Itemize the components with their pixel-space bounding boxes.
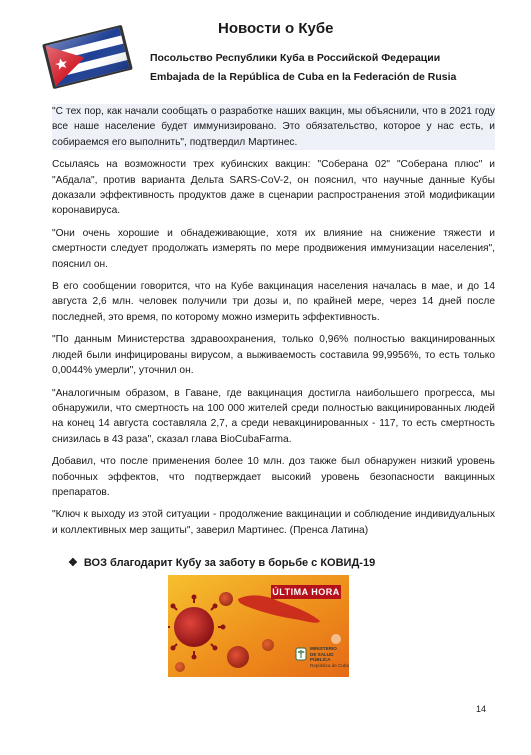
- paragraph: "По данным Министерства здравоохранения, только 0,96% полностью вакцинированных людей были инфицированы вирусом, а выживаемость составила 99,9956%, то есть только 0,0044% умерли", уточнил он.: [52, 334, 495, 377]
- embassy-name-es: Embajada de la República de Cuba en la Federación de Rusia: [150, 71, 457, 83]
- ministry-line-3: República de Cuba: [310, 662, 349, 668]
- paragraph: "Ключ к выходу из этой ситуации - продолжение вакцинации и соблюдение индивидуальных и коллективных мер защиты", заверил Мартинес. (Пренса Латина): [52, 509, 495, 536]
- page-title: Новости о Кубе: [218, 20, 334, 37]
- paragraph: "С тех пор, как начали сообщать о разработке наших вакцин, мы объяснили, что в 2021 году все наше население будет иммунизировано. Это обязательство, которое у нас есть, и собираемся его выполнить", подтвердил Мартинес.: [52, 104, 495, 150]
- paragraph: "Аналогичным образом, в Гаване, где вакцинация достигла наибольшего прогресса, мы обнаружили, что смертность на 100 000 жителей среди полностью вакцинированных людей на конец 14 августа составляла 2,7, а среди невакцинированных - 117, то есть смертность снизилась в 43 раза", сказал глава BioCubaFarma.: [52, 387, 495, 445]
- article-body: [52, 104, 495, 545]
- news-image: [168, 575, 349, 677]
- ministry-label: [310, 646, 349, 668]
- cuba-flag-icon: [38, 20, 136, 90]
- ministry-line-2: DE SALUD PÚBLICA: [310, 651, 334, 663]
- ministry-line-1: MINISTERIO: [310, 646, 337, 651]
- news-headline: ВОЗ благодарит Кубу за заботу в борьбе с КОВИД-19: [83, 557, 376, 569]
- paragraph: В его сообщении говорится, что на Кубе вакцинация населения началась в мае, и до 14 августа 2,6 млн. человек получили три дозы и, по крайней мере, через 14 дней после последней, это время, по которому можно измерить эффективность.: [52, 281, 495, 323]
- paragraph: Ссылаясь на возможности трех кубинских вакцин: "Соберана 02" "Соберана плюс" и "Абдала", против варианта Дельта SARS-CoV-2, он пояснил, что научные данные Кубы доказали эффективность продуктов даже в сценарии распространения этой модификации коронавируса.: [52, 159, 495, 217]
- paragraph: Добавил, что после применения более 10 млн. доз также был обнаружен низкий уровень побочных эффектов, что подтверждает высокий уровень безопасности вакцинных препаратов.: [52, 456, 495, 498]
- bullet-icon: ❖: [68, 557, 78, 569]
- paragraph: "Они очень хорошие и обнадеживающие, хотя их влияние на снижение тяжести и смертности следует продолжать измерять по мере продвижения иммунизации населения", пояснил он.: [52, 227, 495, 270]
- page-number: 14: [476, 704, 487, 714]
- ministry-logo-icon: [296, 648, 306, 660]
- embassy-name-ru: Посольство Республики Куба в Российской Федерации: [150, 52, 441, 64]
- news-headline-row: [68, 556, 375, 569]
- breaking-news-badge: ÚLTIMA HORA: [272, 587, 340, 597]
